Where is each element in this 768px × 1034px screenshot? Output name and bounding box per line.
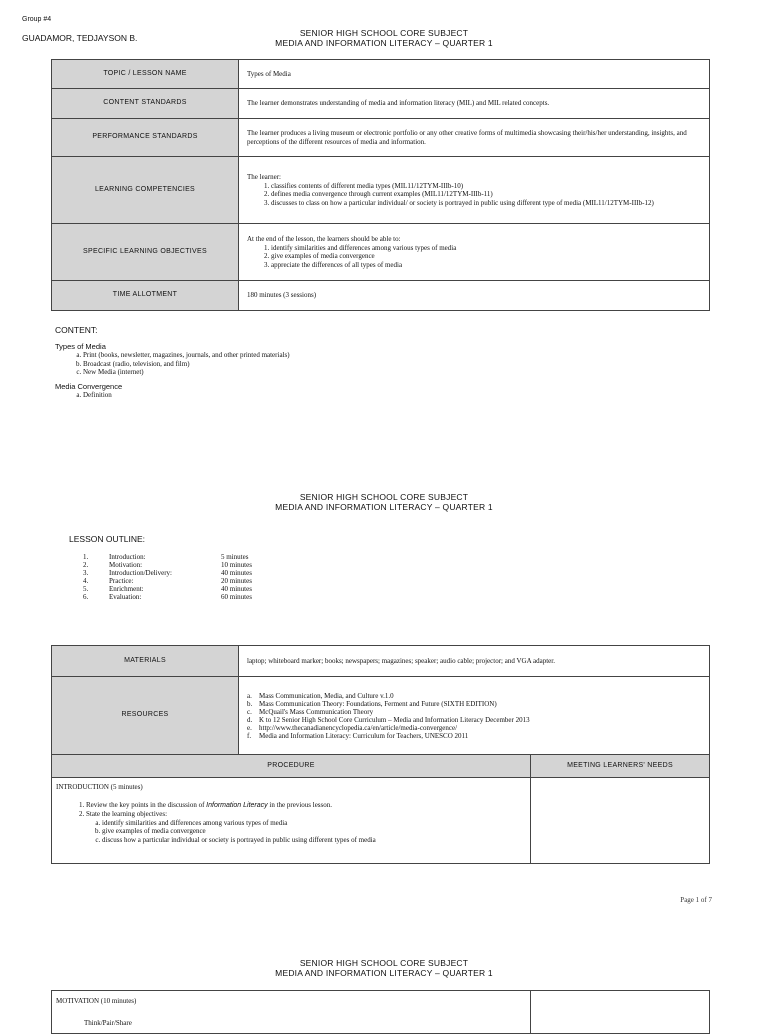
- outline-number: 3.: [83, 569, 89, 577]
- list-item: [247, 732, 701, 740]
- table-row: [52, 778, 710, 864]
- header-line-1: SENIOR HIGH SCHOOL CORE SUBJECT: [299, 958, 469, 968]
- list-item: [247, 708, 701, 716]
- table-row: [52, 677, 710, 755]
- list-item: b. Broadcast (radio, television, and film): [83, 360, 655, 369]
- list-item: 2. defines media convergence through current examples (MIL11/12TYM-IIIb-11): [271, 190, 701, 199]
- time-allotment-label: TIME ALLOTMENT: [52, 281, 239, 311]
- author-name: GUADAMOR, TEDJAYSON B.: [22, 33, 138, 43]
- objective-sublist: [86, 819, 526, 845]
- list-item: [83, 577, 252, 585]
- resources-value: [239, 677, 710, 755]
- list-marker: c.: [247, 707, 252, 716]
- table-row: [52, 281, 710, 311]
- header-line-2: MEDIA AND INFORMATION LITERACY – QUARTER 1: [275, 502, 493, 512]
- list-text: Mass Communication, Media, and Culture v.1.0: [259, 691, 394, 700]
- list-item: 3. appreciate the differences of all types of media: [271, 261, 701, 270]
- header-line-1: SENIOR HIGH SCHOOL CORE SUBJECT: [299, 28, 469, 38]
- list-text: Mass Communication Theory: Foundations, Ferment and Future (SIXTH EDITION): [259, 699, 497, 708]
- content-standards-label: CONTENT STANDARDS: [52, 89, 239, 119]
- outline-time: 5 minutes: [221, 553, 249, 561]
- content-section: [55, 325, 655, 399]
- page-number: Page 1 of 7: [680, 896, 712, 904]
- types-of-media-heading: Types of Media: [55, 342, 106, 351]
- learning-competencies-value: [239, 157, 710, 224]
- lesson-outline-heading: LESSON OUTLINE:: [69, 534, 146, 544]
- list-item: [247, 692, 701, 700]
- list-marker: f.: [247, 731, 252, 740]
- table-row: [52, 991, 710, 1034]
- learners-needs-label: MEETING LEARNERS' NEEDS: [531, 755, 710, 778]
- document-header: [0, 28, 768, 48]
- outline-name: Motivation:: [109, 561, 143, 569]
- header-line-2: MEDIA AND INFORMATION LITERACY – QUARTER 1: [275, 968, 493, 978]
- list-marker: b.: [247, 699, 253, 708]
- list-item: 1. classifies contents of different media types (MIL11/12TYM-IIIb-10): [271, 182, 701, 191]
- list-item: [83, 553, 252, 561]
- lesson-info-table: [51, 59, 710, 311]
- list-marker: d.: [247, 715, 253, 724]
- procedure-label: PROCEDURE: [52, 755, 531, 778]
- table-row: [52, 157, 710, 224]
- time-allotment-value: 180 minutes (3 sessions): [239, 281, 710, 311]
- list-text: http://www.thecanadianencyclopedia.ca/en/article/media-convergence/: [259, 723, 458, 732]
- competencies-intro: The learner:: [247, 173, 282, 181]
- table-row: [52, 89, 710, 119]
- list-item: [247, 700, 701, 708]
- objectives-intro: At the end of the lesson, the learners should be able to:: [247, 235, 401, 243]
- list-item: c. New Media (internet): [83, 368, 655, 377]
- list-item: a. identify similarities and differences among various types of media: [102, 819, 526, 828]
- outline-number: 6.: [83, 593, 89, 601]
- list-item: [247, 724, 701, 732]
- step-text: in the previous lesson.: [267, 800, 332, 809]
- list-item: b. give examples of media convergence: [102, 827, 526, 836]
- performance-standards-value: The learner produces a living museum or electronic portfolio or any other creative forms of multimedia showcasing their/his/her understanding, insights, and perceptions of the different resources of media and information.: [239, 119, 710, 157]
- outline-number: 1.: [83, 553, 89, 561]
- outline-time: 10 minutes: [221, 561, 252, 569]
- table-row: [52, 224, 710, 281]
- header-line-1: SENIOR HIGH SCHOOL CORE SUBJECT: [299, 492, 469, 502]
- content-standards-value: The learner demonstrates understanding of media and information literacy (MIL) and MIL related concepts.: [239, 89, 710, 119]
- header-line-2: MEDIA AND INFORMATION LITERACY – QUARTER 1: [275, 38, 493, 48]
- topic-label: TOPIC / LESSON NAME: [52, 60, 239, 89]
- outline-name: Evaluation:: [109, 593, 142, 601]
- introduction-heading: INTRODUCTION (5 minutes): [56, 783, 143, 791]
- motivation-cell: [52, 991, 531, 1034]
- document-header: [0, 492, 768, 512]
- media-convergence-list: [55, 391, 655, 400]
- introduction-steps: [56, 801, 526, 845]
- competencies-list: [247, 182, 701, 208]
- list-item: c. discuss how a particular individual or society is portrayed in public using different types of media: [102, 836, 526, 845]
- list-text: McQuail's Mass Communication Theory: [259, 707, 374, 716]
- procedure-table: [51, 645, 710, 864]
- lesson-outline: [69, 534, 252, 601]
- list-item: [83, 593, 252, 601]
- types-of-media-list: [55, 351, 655, 377]
- list-item: [83, 569, 252, 577]
- materials-value: laptop; whiteboard marker; books; newspapers; magazines; speaker; audio cable; projector; and VGA adapter.: [239, 646, 710, 677]
- step-text: State the learning objectives:: [86, 810, 168, 818]
- list-item: [83, 561, 252, 569]
- step-text: Review the key points in the discussion of: [86, 800, 207, 809]
- list-text: K to 12 Senior High School Core Curriculum – Media and Information Literacy December 2013: [259, 715, 530, 724]
- topic-value: Types of Media: [239, 60, 710, 89]
- list-item: 2. give examples of media convergence: [271, 252, 701, 261]
- outline-time: 60 minutes: [221, 593, 252, 601]
- outline-time: 40 minutes: [221, 569, 252, 577]
- outline-name: Enrichment:: [109, 585, 144, 593]
- motivation-heading: MOTIVATION (10 minutes): [56, 997, 137, 1005]
- outline-number: 4.: [83, 577, 89, 585]
- list-item: 3. discusses to class on how a particular individual/ or society is portrayed in public using different type of media (MIL11/12TYM-IIIb-12): [271, 199, 701, 208]
- motivation-subheading: Think/Pair/Share: [84, 1018, 132, 1027]
- group-label: Group #4: [22, 16, 52, 23]
- objectives-list: [247, 244, 701, 270]
- list-item: [83, 585, 252, 593]
- media-convergence-heading: Media Convergence: [55, 381, 123, 391]
- motivation-table: [51, 990, 710, 1034]
- specific-objectives-label: SPECIFIC LEARNING OBJECTIVES: [52, 224, 239, 281]
- list-item: [247, 716, 701, 724]
- list-marker: e.: [247, 723, 252, 732]
- performance-standards-label: PERFORMANCE STANDARDS: [52, 119, 239, 157]
- outline-list: [69, 553, 252, 601]
- table-row: [52, 60, 710, 89]
- outline-name: Practice:: [109, 577, 134, 585]
- resources-label: RESOURCES: [52, 677, 239, 755]
- learning-competencies-label: LEARNING COMPETENCIES: [52, 157, 239, 224]
- outline-number: 5.: [83, 585, 89, 593]
- outline-time: 20 minutes: [221, 577, 252, 585]
- table-row: [52, 646, 710, 677]
- list-text: Media and Information Literacy: Curriculum for Teachers, UNESCO 2011: [259, 731, 469, 740]
- content-heading: CONTENT:: [55, 325, 98, 335]
- outline-time: 40 minutes: [221, 585, 252, 593]
- outline-number: 2.: [83, 561, 89, 569]
- list-item: [86, 801, 526, 811]
- specific-objectives-value: [239, 224, 710, 281]
- introduction-cell: [52, 778, 531, 864]
- document-header: [0, 958, 768, 978]
- table-row: [52, 119, 710, 157]
- outline-name: Introduction:: [109, 553, 146, 561]
- list-item: [86, 810, 526, 844]
- step-emphasis: Information Literacy: [206, 801, 268, 809]
- list-item: a. Definition: [83, 391, 655, 400]
- outline-name: Introduction/Delivery:: [109, 569, 172, 577]
- table-row: [52, 755, 710, 778]
- materials-label: MATERIALS: [52, 646, 239, 677]
- learners-needs-cell: [531, 778, 710, 864]
- list-marker: a.: [247, 691, 252, 700]
- list-item: 1. identify similarities and differences among various types of media: [271, 244, 701, 253]
- list-item: a. Print (books, newsletter, magazines, journals, and other printed materials): [83, 351, 655, 360]
- learners-needs-cell: [531, 991, 710, 1034]
